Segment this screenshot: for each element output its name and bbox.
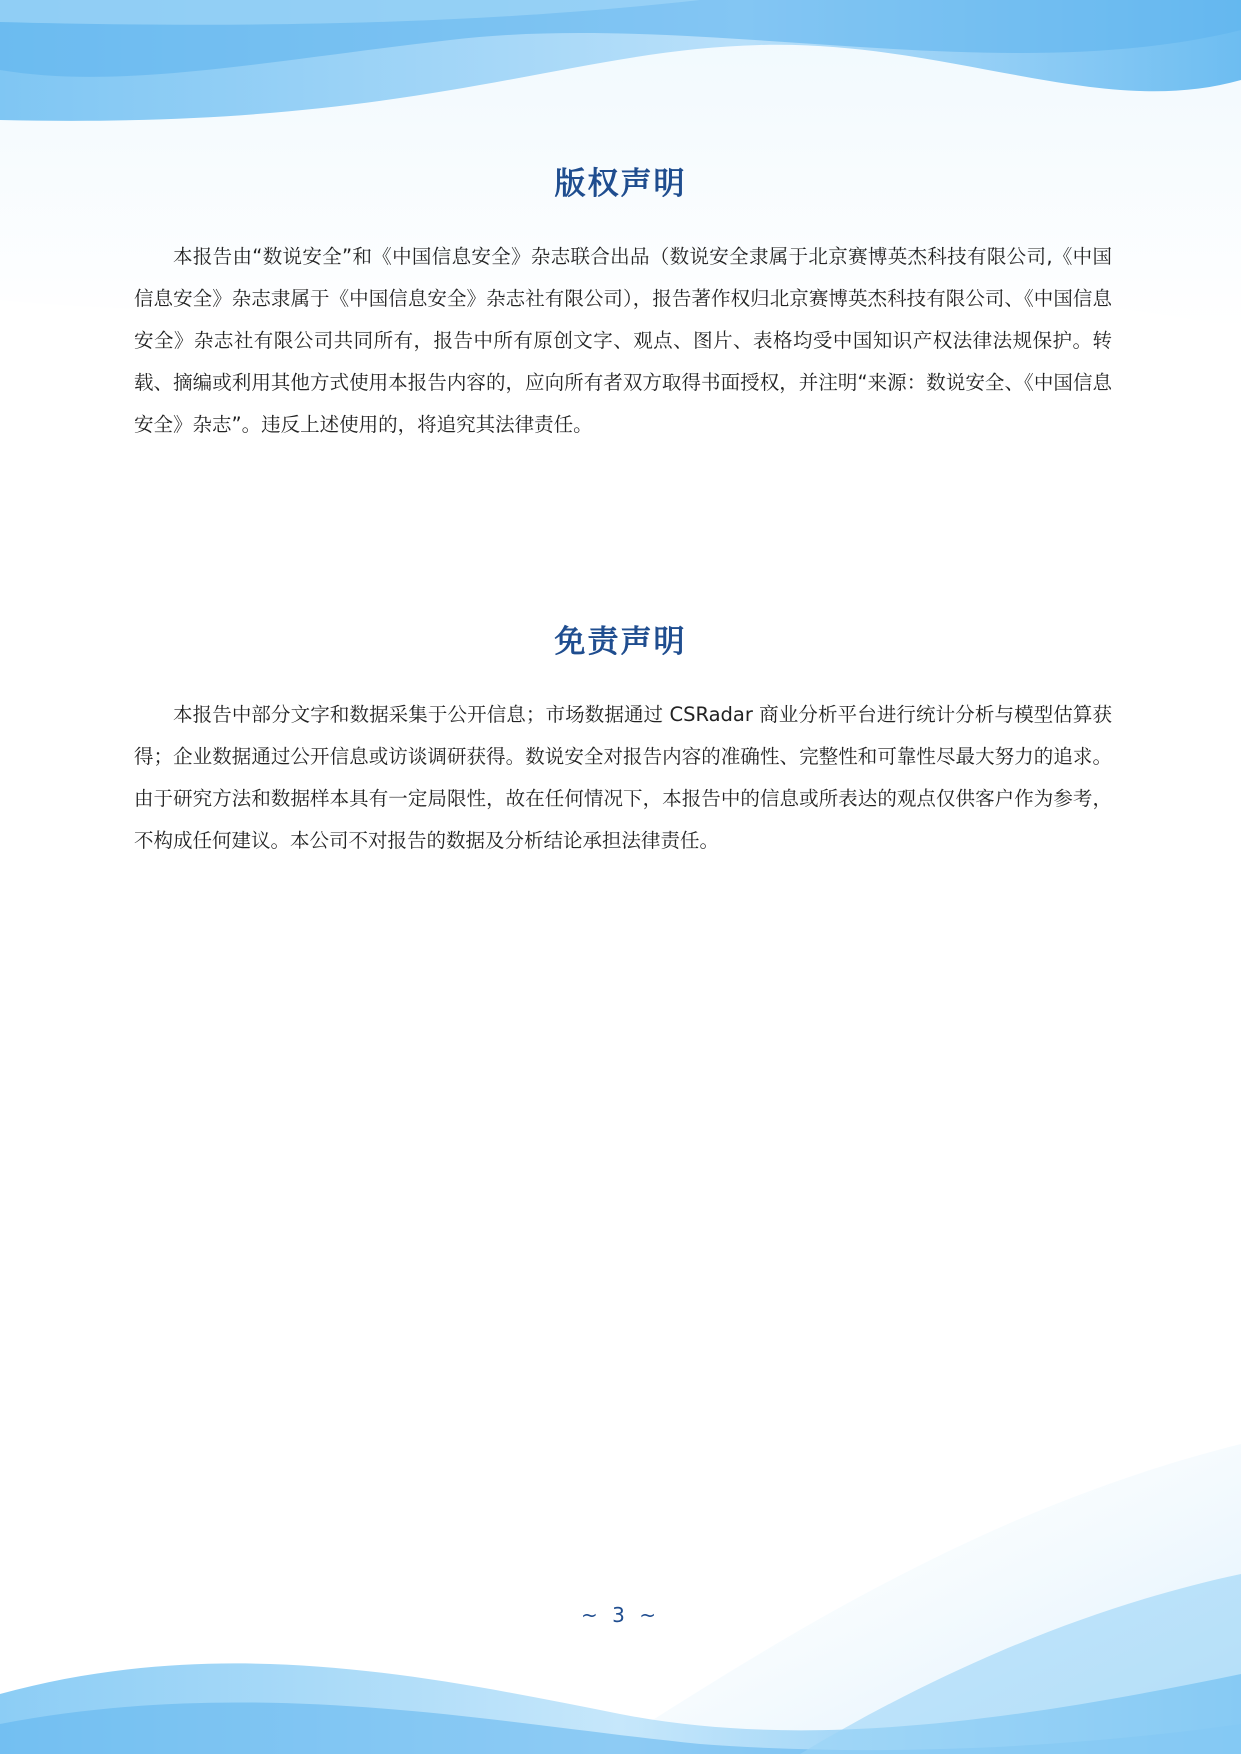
copyright-paragraph: 本报告由“数说安全”和《中国信息安全》杂志联合出品（数说安全隶属于北京赛博英杰科技有限公司,《中国信息安全》杂志隶属于《中国信息安全》杂志社有限公司），报告著作权归北京赛博英杰科技有限公司、《中国信息安全》杂志社有限公司共同所有，报告中所有原创文字、观点、图片、表格均受中国知识产权法律法规保护。转载、摘编或利用其他方式使用本报告内容的，应向所有者双方取得书面授权，并注明“来源：数说安全、《中国信息安全》杂志”。违反上述使用的，将追究其法律责任。 <box>134 245 1112 436</box>
page-number: ~ 3 ~ <box>581 1603 660 1627</box>
bottom-wave-decoration <box>0 1424 1241 1754</box>
disclaimer-paragraph: 本报告中部分文字和数据采集于公开信息；市场数据通过 CSRadar 商业分析平台进行统计分析与模型估算获得；企业数据通过公开信息或访谈调研获得。数说安全对报告内容的准确性、完整性和可靠性尽最大努力的追求。由于研究方法和数据样本具有一定局限性，故在任何情况下，本报告中的信息或所表达的观点仅供客户作为参考，不构成任何建议。本公司不对报告的数据及分析结论承担法律责任。 <box>134 703 1112 852</box>
copyright-title: 版权声明 <box>554 166 687 202</box>
disclaimer-title: 免责声明 <box>554 624 687 660</box>
